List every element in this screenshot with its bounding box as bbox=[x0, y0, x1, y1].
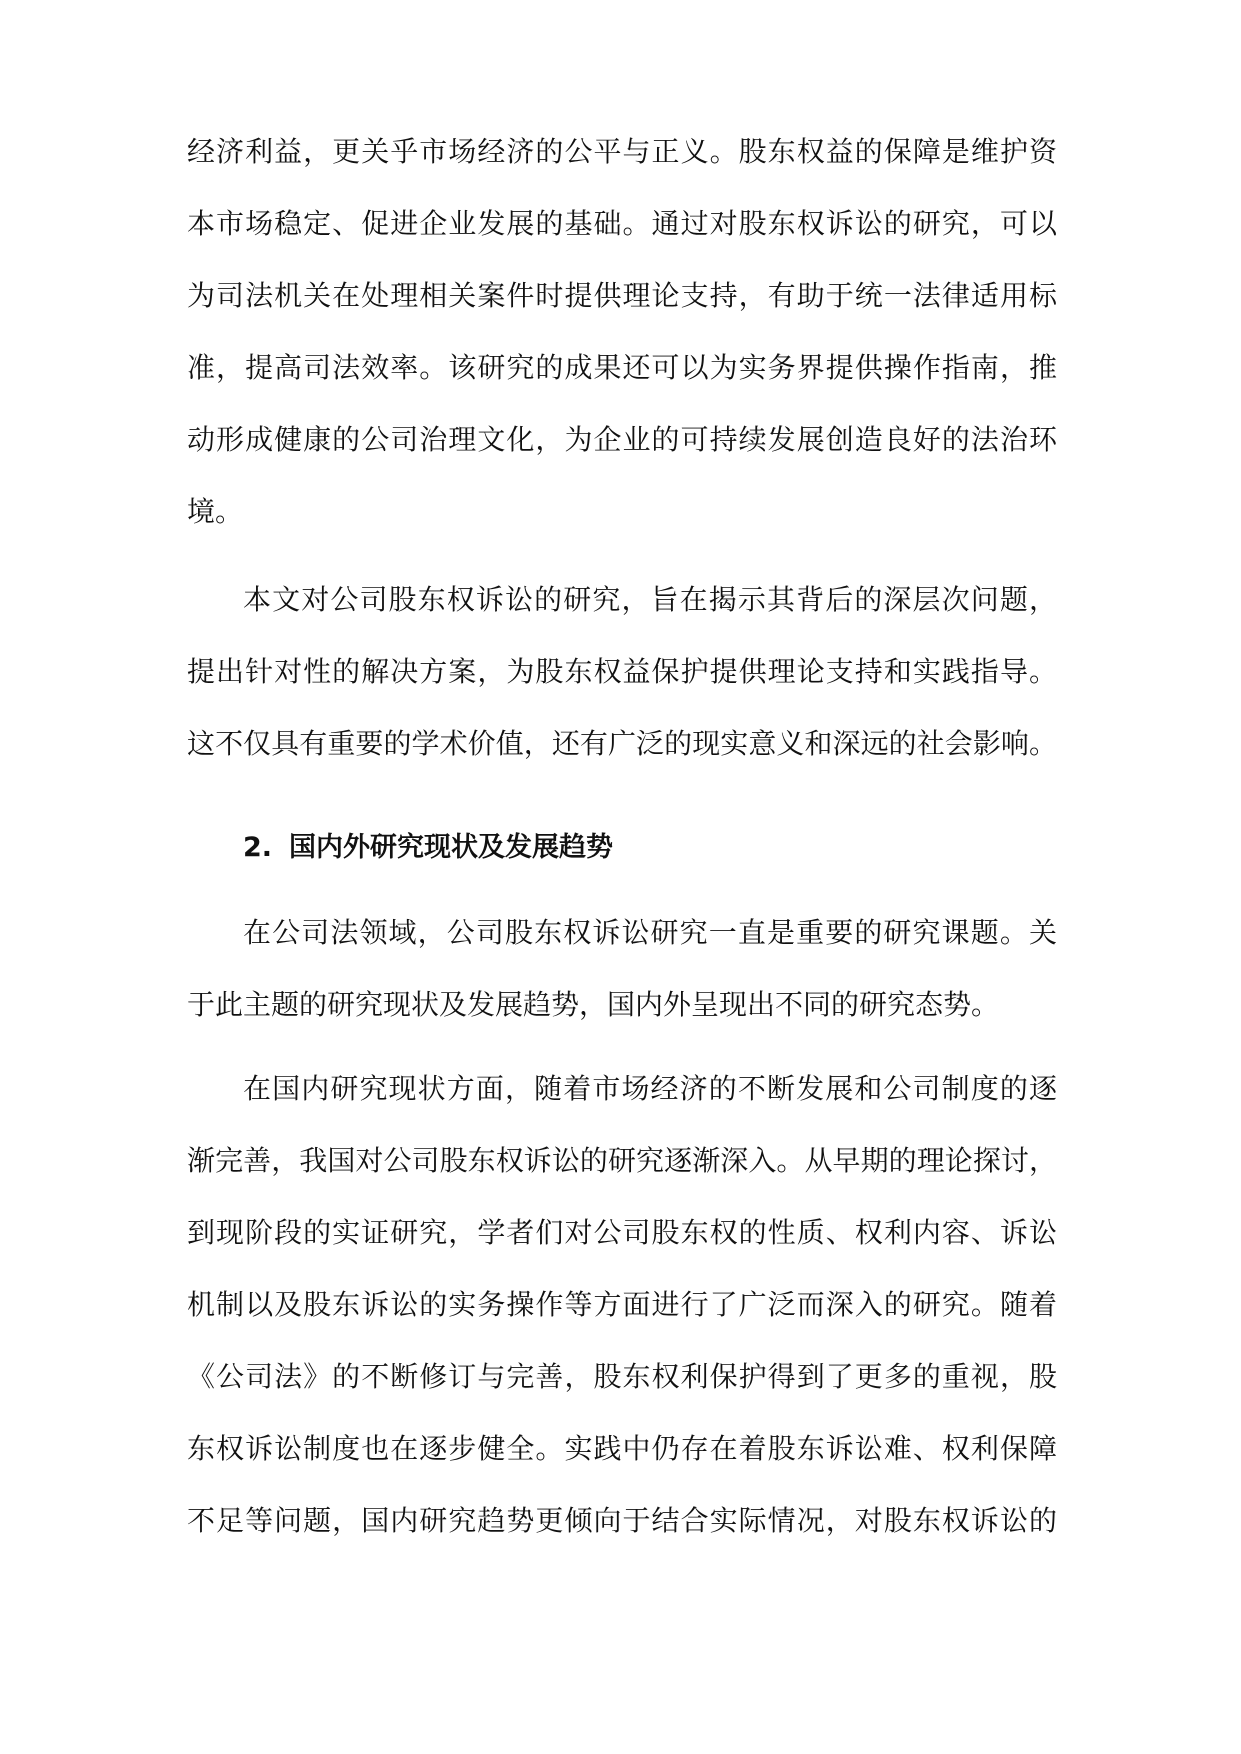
text-line: 准，提高司法效率。该研究的成果还可以为实务界提供操作指南，推 bbox=[187, 351, 1057, 384]
text-line: 本文对公司股东权诉讼的研究，旨在揭示其背后的深层次问题， bbox=[243, 583, 1057, 616]
text-line: 这不仅具有重要的学术价值，还有广泛的现实意义和深远的社会影响。 bbox=[187, 727, 1057, 760]
text-line: 于此主题的研究现状及发展趋势，国内外呈现出不同的研究态势。 bbox=[187, 988, 1000, 1021]
text-line: 境。 bbox=[187, 495, 244, 528]
text-line: 本市场稳定、促进企业发展的基础。通过对股东权诉讼的研究，可以 bbox=[187, 207, 1057, 240]
text-line: 为司法机关在处理相关案件时提供理论支持，有助于统一法律适用标 bbox=[187, 279, 1057, 312]
text-line: 在国内研究现状方面，随着市场经济的不断发展和公司制度的逐 bbox=[243, 1072, 1057, 1105]
text-line: 到现阶段的实证研究，学者们对公司股东权的性质、权利内容、诉讼 bbox=[187, 1216, 1057, 1249]
section-title: 国内外研究现状及发展趋势 bbox=[289, 832, 613, 863]
text-line: 《公司法》的不断修订与完善，股东权利保护得到了更多的重视，股 bbox=[187, 1360, 1057, 1393]
text-line: 东权诉讼制度也在逐步健全。实践中仍存在着股东诉讼难、权利保障 bbox=[187, 1432, 1057, 1465]
text-line: 动形成健康的公司治理文化，为企业的可持续发展创造良好的法治环 bbox=[187, 423, 1057, 456]
text-line: 经济利益，更关乎市场经济的公平与正义。股东权益的保障是维护资 bbox=[187, 135, 1057, 168]
section-heading bbox=[243, 828, 613, 868]
text-line: 在公司法领域，公司股东权诉讼研究一直是重要的研究课题。关 bbox=[243, 916, 1057, 949]
text-line: 渐完善，我国对公司股东权诉讼的研究逐渐深入。从早期的理论探讨， bbox=[187, 1144, 1057, 1177]
section-number: 2. bbox=[243, 832, 273, 863]
text-line: 不足等问题，国内研究趋势更倾向于结合实际情况，对股东权诉讼的 bbox=[187, 1504, 1057, 1537]
text-line: 提出针对性的解决方案，为股东权益保护提供理论支持和实践指导。 bbox=[187, 655, 1057, 688]
text-line: 机制以及股东诉讼的实务操作等方面进行了广泛而深入的研究。随着 bbox=[187, 1288, 1057, 1321]
